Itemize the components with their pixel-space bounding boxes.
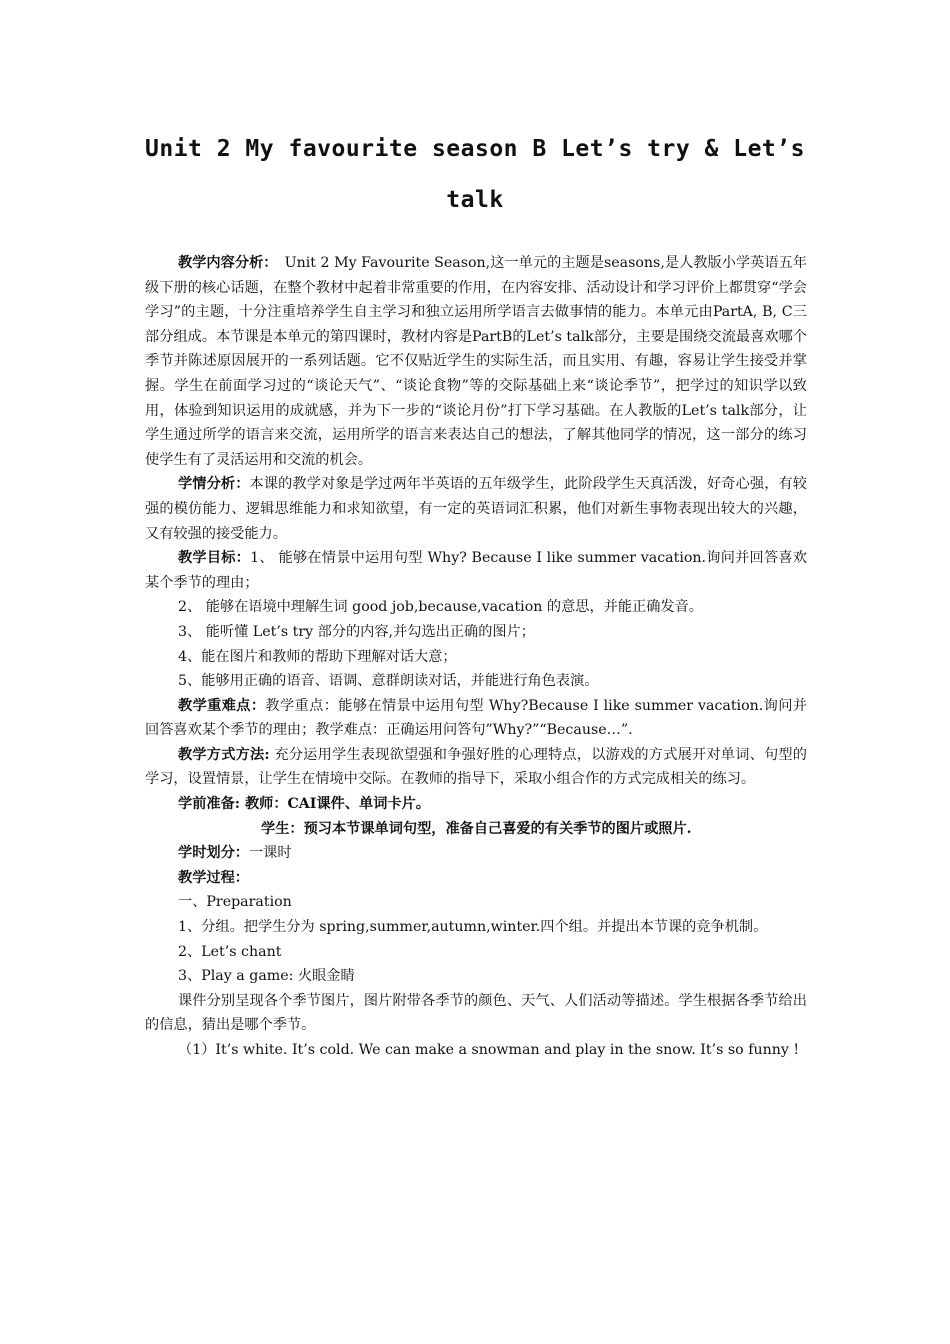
student-analysis-paragraph (145, 472, 807, 546)
student-analysis-text: 本课的教学对象是学过两年半英语的五年级学生，此阶段学生天真活泼，好奇心强，有较强的模仿能力、逻辑思维能力和求知欲望，有一定的英语词汇积累，他们对新生事物表现出较大的兴趣，又有较强的接受能力。 (145, 476, 807, 542)
title-line-1: Unit 2 My favourite season B Let’s try & Let’s (145, 136, 805, 162)
preparation-student: 学生：预习本节课单词句型，准备自己喜爱的有关季节的图片或照片. (261, 820, 692, 837)
step-3-description: 课件分别呈现各个季节图片，图片附带各季节的颜色、天气、人们活动等描述。学生根据各季节给出的信息，猜出是哪个季节。 (145, 992, 807, 1034)
time-label: 学时划分： (178, 845, 249, 862)
preparation-student-paragraph (145, 817, 807, 842)
preparation-teacher: 教师：CAI课件、单词卡片。 (240, 796, 430, 813)
goal-2: 2、 能够在语境中理解生词 good job,because,vacation 的意思，并能正确发音。 (178, 599, 703, 616)
document-body (145, 251, 807, 1063)
method-text: 充分运用学生表现欲望强和争强好胜的心理特点，以游戏的方式展开对单词、句型的学习，设置情景，让学生在情境中交际。在教师的指导下，采取小组合作的方式完成相关的练习。 (145, 746, 807, 788)
riddle-1: （1）It’s white. It’s cold. We can make a snowman and play in the snow. It’s so funny ! (178, 1042, 800, 1058)
key-points-text: 教学重点：能够在情景中运用句型 Why?Because I like summer vacation.询问并回答喜欢某个季节的理由；教学难点：正确运用问答句”Why?”“Because…”. (145, 697, 807, 739)
goals-paragraph (145, 546, 807, 595)
content-analysis-label: 教学内容分析： (178, 255, 271, 271)
method-paragraph (145, 743, 807, 792)
goals-label: 教学目标： (178, 550, 251, 567)
method-label: 教学方式方法: (178, 746, 270, 763)
key-points-label: 教学重难点： (178, 697, 266, 714)
time-paragraph (145, 841, 807, 866)
process-paragraph (145, 866, 807, 891)
preparation-label: 学前准备: (178, 796, 240, 813)
step-header: 一、Preparation (178, 894, 292, 911)
step-3: 3、Play a game: 火眼金睛 (178, 968, 355, 985)
key-points-paragraph (145, 694, 807, 743)
goal-5: 5、能够用正确的语音、语调、意群朗读对话，并能进行角色表演。 (178, 673, 599, 690)
goal-1: 1、 能够在情景中运用句型 Why? Because I like summer vacation.询问并回答喜欢某个季节的理由； (145, 550, 807, 591)
goal-4: 4、能在图片和教师的帮助下理解对话大意； (178, 648, 457, 665)
title-line-2: talk (446, 187, 504, 213)
step-1: 1、分组。把学生分为 spring,summer,autumn,winter.四个组。并提出本节课的竞争机制。 (178, 919, 768, 936)
time-text: 一课时 (248, 845, 292, 862)
content-analysis-text: Unit 2 My Favourite Season,这一单元的主题是seasons,是人教版小学英语五年级下册的核心话题，在整个教材中起着非常重要的作用，在内容安排、活动设计和学习评价上都贯穿“学会学习”的主题，十分注重培养学生自主学习和独立运用所学语言去做事情的能力。本单元由PartA, B, C三部分组成。本节课是本单元的第四课时，教材内容是PartB的Let’s talk部分，主要是围绕交流最喜欢哪个季节并陈述原因展开的一系列话题。它不仅贴近学生的实际生活，而且实用、有趣，容易让学生接受并掌握。学生在前面学习过的“谈论天气”、“谈论食物”等的交际基础上来“谈论季节”，把学过的知识学以致用，体验到知识运用的成就感，并为下一步的“谈论月份”打下学习基础。在人教版的Let’s talk部分，让学生通过所学的语言来交流，运用所学的语言来表达自己的想法，了解其他同学的情况，这一部分的练习使学生有了灵活运用和交流的机会。 (145, 255, 807, 468)
content-analysis-paragraph (145, 251, 807, 472)
process-label: 教学过程： (178, 869, 249, 886)
preparation-paragraph (145, 792, 807, 817)
step-2: 2、Let’s chant (178, 943, 282, 960)
goal-3: 3、 能听懂 Let’s try 部分的内容,并勾选出正确的图片； (178, 623, 535, 640)
student-analysis-label: 学情分析： (178, 476, 250, 493)
